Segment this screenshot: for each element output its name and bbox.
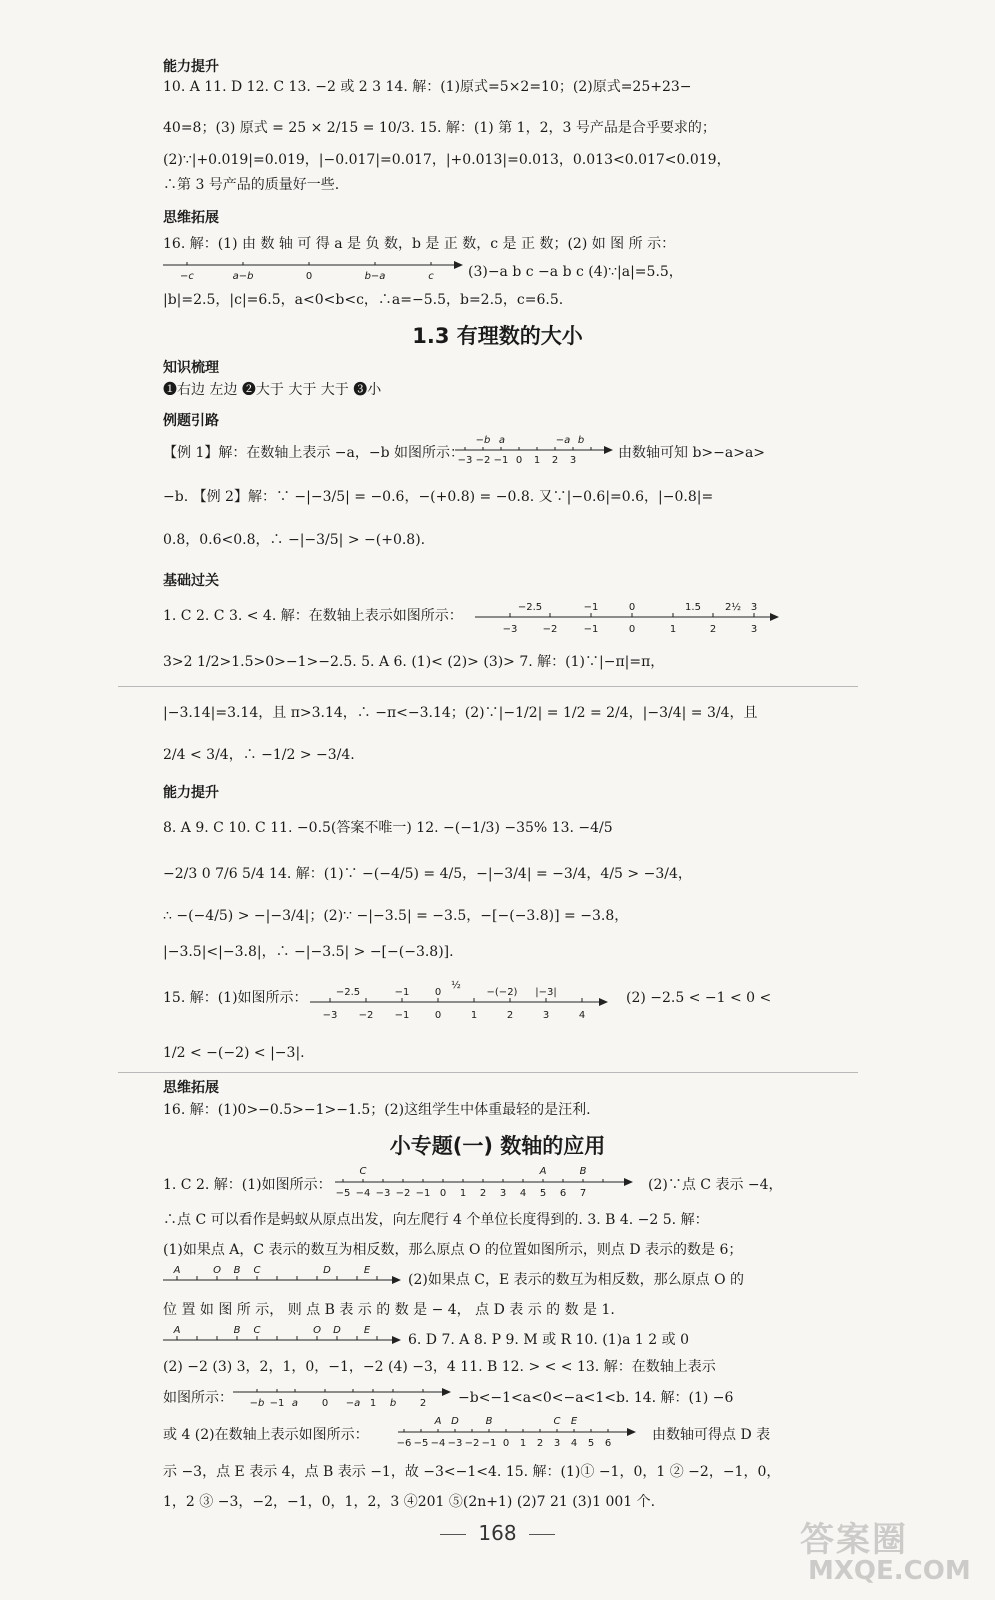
text-line: |−3.14|=3.14，且 π>3.14，∴ −π<−3.14；(2)∵|−1/2| = 1/2 = 2/4，|−3/4| = 3/4，且 (163, 705, 758, 721)
nl-label: 3 (750, 602, 758, 613)
nl-label: −4 (430, 1438, 446, 1449)
nl-label: 2 (479, 1188, 487, 1199)
nl-label: B (233, 1325, 241, 1336)
number-line-s2 (335, 1162, 635, 1202)
nl-label: −b (475, 435, 491, 446)
nl-label: 0 (515, 455, 523, 466)
text-line: 由数轴可得点 D 表 (652, 1427, 771, 1443)
text-line: 示 −3，点 E 表示 4，点 B 表示 −1，故 −3<−1<4. 15. 解：(1)① −1，0，1 ② −2，−1，0， (163, 1464, 781, 1480)
nl-label: A (539, 1166, 547, 1177)
page-fold-line (118, 1072, 858, 1073)
nl-label: E (363, 1325, 371, 1336)
text-line: 或 4 (2)在数轴上表示如图所示： (163, 1427, 369, 1443)
nl-label: O (313, 1325, 321, 1336)
nl-label: 4 (578, 1010, 586, 1021)
text-line: (2) −2 (3) 3，2，1，0，−1，−2 (4) −3，4 11. B 12. > < < 13. 解：在数轴上表示 (163, 1359, 716, 1375)
text-line: 1. C 2. 解：(1)如图所示： (163, 1177, 332, 1193)
text-line: 【例 1】解：在数轴上表示 −a，−b 如图所示： (163, 445, 465, 461)
watermark (800, 1512, 980, 1592)
nl-label: −4 (355, 1188, 371, 1199)
nl-label: −5 (335, 1188, 351, 1199)
nl-label: 0 (439, 1188, 447, 1199)
nl-label: 2 (419, 1398, 427, 1409)
nl-label: −3 (447, 1438, 463, 1449)
nl-label: −6 (396, 1438, 412, 1449)
number-line-s5a (163, 1262, 403, 1290)
nl-label: −2 (464, 1438, 480, 1449)
nl-label: |−3| (535, 987, 557, 998)
nl-label: a−b (232, 271, 254, 282)
nl-label: −2.5 (335, 987, 361, 998)
nl-label: b (577, 435, 585, 446)
nl-label: 1 (519, 1438, 527, 1449)
nl-label: 2 (551, 455, 559, 466)
nl-label: C (553, 1416, 561, 1427)
nl-label: B (233, 1265, 241, 1276)
nl-label: ½ (451, 980, 461, 991)
nl-label: 3 (499, 1188, 507, 1199)
nl-label: 7 (579, 1188, 587, 1199)
text-line: (2)如果点 C，E 表示的数互为相反数，那么原点 O 的 (408, 1272, 745, 1288)
nl-label: D (323, 1265, 331, 1276)
nl-label: A (173, 1265, 181, 1276)
nl-label: 3 (542, 1010, 550, 1021)
nl-label: A (434, 1416, 442, 1427)
text-line: (1)如果点 A，C 表示的数互为相反数，那么原点 O 的位置如图所示，则点 D 表示的数是 6； (163, 1242, 743, 1258)
nl-label: b (389, 1398, 397, 1409)
number-line-s14 (398, 1412, 638, 1452)
heading-thinking-ext-2: 思维拓展 (163, 1080, 219, 1096)
heading-examples: 例题引路 (163, 413, 219, 429)
nl-label: 0 (628, 624, 636, 635)
nl-label: C (359, 1166, 367, 1177)
text-line: |b|=2.5，|c|=6.5，a<0<b<c，∴a=−5.5，b=2.5，c=6.5. (163, 292, 564, 308)
text-line: 0.8，0.6<0.8，∴ −|−3/5| > −(+0.8). (163, 532, 426, 548)
nl-label: −3 (375, 1188, 391, 1199)
number-line-s13 (233, 1382, 453, 1412)
nl-label: −1 (269, 1398, 285, 1409)
text-line: 1. C 2. C 3. < 4. 解：在数轴上表示如图所示： (163, 608, 463, 624)
nl-label: −1 (493, 455, 509, 466)
nl-label: 1 (470, 1010, 478, 1021)
text-line: 1/2 < −(−2) < |−3|. (163, 1045, 305, 1061)
heading-basics: 基础过关 (163, 573, 219, 589)
heading-ability-up-2: 能力提升 (163, 785, 219, 801)
nl-label: 2½ (724, 602, 742, 613)
nl-label: −2 (358, 1010, 374, 1021)
page-fold-line (118, 686, 858, 687)
number-line-b4 (475, 597, 780, 639)
nl-label: E (363, 1265, 371, 1276)
text-line: (3)−a b c −a b c (4)∵|a|=5.5， (468, 264, 683, 280)
nl-label: b−a (364, 271, 386, 282)
text-line: ∴第 3 号产品的质量好一些. (163, 177, 340, 193)
nl-label: 0 (434, 1010, 442, 1021)
text-line: (2)∵点 C 表示 −4， (648, 1177, 783, 1193)
number-line-s5b (163, 1322, 403, 1350)
text-line: ❶右边 左边 ❷大于 大于 大于 ❸小 (163, 382, 382, 398)
nl-label: −1 (394, 987, 410, 998)
nl-label: −1 (481, 1438, 497, 1449)
nl-label: −a (555, 435, 571, 446)
nl-label: 1 (459, 1188, 467, 1199)
nl-label: 5 (539, 1188, 547, 1199)
nl-label: −1 (583, 624, 599, 635)
heading-knowledge: 知识梳理 (163, 360, 219, 376)
number-line-a15 (310, 972, 610, 1026)
page-number-rule (440, 1534, 466, 1535)
nl-label: C (253, 1265, 261, 1276)
text-line: ∴ −(−4/5) > −|−3/4|；(2)∵ −|−3.5| = −3.5，−[−(−3.8)] = −3.8， (163, 908, 629, 924)
nl-label: −c (180, 271, 194, 282)
nl-label: −a (345, 1398, 361, 1409)
text-line: 位 置 如 图 所 示， 则 点 B 表 示 的 数 是 − 4， 点 D 表 示 的 数 是 1. (163, 1302, 615, 1318)
text-line: 由数轴可知 b>−a>a> (618, 445, 766, 461)
nl-label: 1 (369, 1398, 377, 1409)
nl-label: D (333, 1325, 341, 1336)
text-line: 3>2 1/2>1.5>0>−1>−2.5. 5. A 6. (1)< (2)> (3)> 7. 解：(1)∵|−π|=π， (163, 654, 665, 670)
nl-label: 0 (502, 1438, 510, 1449)
nl-label: −3 (322, 1010, 338, 1021)
nl-label: 3 (553, 1438, 561, 1449)
watermark-logo: 答案圈 (800, 1520, 908, 1560)
nl-label: 6 (604, 1438, 612, 1449)
nl-label: 2 (709, 624, 717, 635)
nl-label: E (570, 1416, 578, 1427)
nl-label: a (498, 435, 506, 446)
nl-label: 3 (569, 455, 577, 466)
heading-ability-up: 能力提升 (163, 59, 219, 75)
number-line-ex1 (455, 430, 615, 470)
nl-label: 2 (506, 1010, 514, 1021)
nl-label: −3 (457, 455, 473, 466)
nl-label: 1.5 (685, 602, 701, 613)
nl-label: −2 (395, 1188, 411, 1199)
text-line: 15. 解：(1)如图所示： (163, 990, 308, 1006)
nl-label: 6 (559, 1188, 567, 1199)
nl-label: −2.5 (517, 602, 543, 613)
nl-label: −2 (542, 624, 558, 635)
nl-label: B (485, 1416, 493, 1427)
nl-label: 4 (570, 1438, 578, 1449)
nl-label: O (213, 1265, 221, 1276)
text-line: −b<−1<a<0<−a<1<b. 14. 解：(1) −6 (458, 1390, 734, 1406)
text-line: 8. A 9. C 10. C 11. −0.5(答案不唯一) 12. −(−1/3) −35% 13. −4/5 (163, 820, 613, 836)
text-line: −2/3 0 7/6 5/4 14. 解：(1)∵ −(−4/5) = 4/5，−|−3/4| = −3/4，4/5 > −3/4， (163, 866, 692, 882)
nl-label: C (253, 1325, 261, 1336)
page-number-text: 168 (478, 1521, 517, 1545)
text-line: 1，2 ③ −3，−2，−1，0，1，2，3 ④201 ⑤(2n+1) (2)7 21 (3)1 001 个. (163, 1494, 656, 1510)
nl-label: 2 (536, 1438, 544, 1449)
nl-label: 0 (628, 602, 636, 613)
text-line: −b. 【例 2】解：∵ −|−3/5| = −0.6，−(+0.8) = −0.8. 又∵|−0.6|=0.6，|−0.8|= (163, 489, 714, 505)
text-line: 16. 解：(1)0>−0.5>−1>−1.5；(2)这组学生中体重最轻的是汪利. (163, 1102, 591, 1118)
page-number-rule (529, 1534, 555, 1535)
nl-label: −2 (475, 455, 491, 466)
nl-label: 0 (305, 271, 313, 282)
nl-label: 3 (750, 624, 758, 635)
text-line: |−3.5|<|−3.8|，∴ −|−3.5| > −[−(−3.8)]. (163, 944, 454, 960)
text-line: 16. 解：(1) 由 数 轴 可 得 a 是 负 数，b 是 正 数，c 是 正 数；(2) 如 图 所 示： (163, 236, 676, 252)
nl-label: A (173, 1325, 181, 1336)
nl-label: −(−2) (486, 987, 518, 998)
text-line: 2/4 < 3/4，∴ −1/2 > −3/4. (163, 747, 355, 763)
nl-label: 4 (519, 1188, 527, 1199)
text-line: 10. A 11. D 12. C 13. −2 或 2 3 14. 解：(1)原式=5×2=10；(2)原式=25+23− (163, 79, 692, 95)
nl-label: −1 (394, 1010, 410, 1021)
nl-label: −3 (502, 624, 518, 635)
nl-label: 1 (533, 455, 541, 466)
nl-label: 1 (669, 624, 677, 635)
nl-label: −b (249, 1398, 265, 1409)
text-line: ∴点 C 可以看作是蚂蚁从原点出发，向左爬行 4 个单位长度得到的. 3. B 4. −2 5. 解： (163, 1212, 709, 1228)
section-title: 1.3 有理数的大小 (412, 324, 583, 348)
nl-label: c (428, 271, 434, 282)
text-line: 如图所示： (163, 1390, 233, 1406)
text-line: (2)∵|+0.019|=0.019，|−0.017|=0.017，|+0.013|=0.013，0.013<0.017<0.019， (163, 152, 731, 168)
text-line: 6. D 7. A 8. P 9. M 或 R 10. (1)a 1 2 或 0 (408, 1332, 689, 1348)
heading-thinking-ext: 思维拓展 (163, 210, 219, 226)
nl-label: D (451, 1416, 459, 1427)
nl-label: 5 (587, 1438, 595, 1449)
nl-label: a (291, 1398, 299, 1409)
nl-label: −1 (415, 1188, 431, 1199)
nl-label: −1 (583, 602, 599, 613)
text-line: (2) −2.5 < −1 < 0 < (626, 990, 772, 1006)
nl-label: B (579, 1166, 587, 1177)
section-title: 小专题(一) 数轴的应用 (389, 1134, 606, 1158)
watermark-url: MXQE.COM (808, 1556, 971, 1586)
number-line-16 (163, 255, 463, 281)
nl-label: −5 (413, 1438, 429, 1449)
nl-label: 0 (321, 1398, 329, 1409)
nl-label: 0 (434, 987, 442, 998)
text-line: 40=8；(3) 原式 = 25 × 2/15 = 10/3. 15. 解：(1) 第 1，2，3 号产品是合乎要求的； (163, 120, 716, 136)
